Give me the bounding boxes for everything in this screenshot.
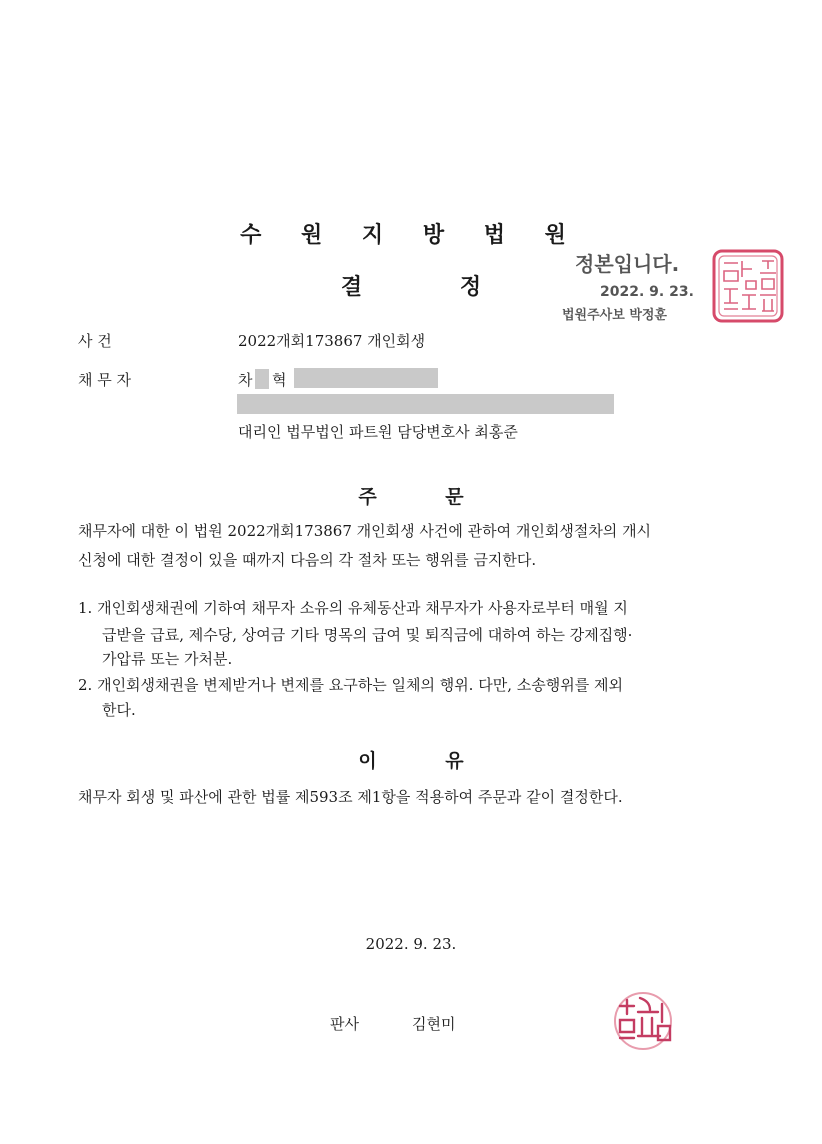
case-label: 사 건 (78, 332, 112, 350)
order-paragraph (78, 517, 748, 575)
document-title: 결 정 (340, 275, 482, 300)
reason-heading: 이 유 (358, 750, 464, 772)
debtor-name-first: 차 (238, 371, 253, 389)
debtor-name-last: 혁 (272, 371, 287, 389)
order-item-1-line: 가압류 또는 가처분. (102, 650, 233, 668)
debtor-label: 채 무 자 (78, 371, 132, 389)
decision-date: 2022. 9. 23. (365, 935, 457, 953)
court-seal-icon (712, 249, 784, 323)
redaction-address-block (237, 394, 614, 414)
judge-label: 판사 (330, 1015, 359, 1033)
order-heading: 주 문 (358, 486, 464, 508)
certification-date: 2022. 9. 23. (600, 284, 694, 300)
certification-clerk: 법원주사보 박정훈 (562, 308, 667, 323)
order-item-2-line: 한다. (102, 701, 136, 719)
reason-text: 채무자 회생 및 파산에 관한 법률 제593조 제1항을 적용하여 주문과 같이 결정한다. (78, 788, 623, 806)
representative: 대리인 법무법인 파트원 담당변호사 최홍준 (238, 423, 518, 441)
redaction-block (294, 368, 438, 388)
order-paragraph-line: 채무자에 대한 이 법원 2022개회173867 개인회생 사건에 관하여 개인회생절차의 개시 (78, 522, 652, 540)
court-name: 수 원 지 방 법 원 (240, 223, 582, 248)
redaction-block (255, 369, 269, 389)
order-item-2-line: 2. 개인회생채권을 변제받거나 변제를 요구하는 일체의 행위. 다만, 소송행위를 제외 (78, 676, 623, 694)
certification-title: 정본입니다. (575, 252, 680, 276)
order-paragraph-line: 신청에 대한 결정이 있을 때까지 다음의 각 절차 또는 행위를 금지한다. (78, 551, 537, 569)
order-item-1-line: 1. 개인회생채권에 기하여 채무자 소유의 유체동산과 채무자가 사용자로부터 매월 지 (78, 599, 628, 617)
judge-seal-icon (612, 990, 674, 1052)
case-number: 2022개회173867 개인회생 (238, 332, 426, 350)
order-item-1-line: 급받을 급료, 제수당, 상여금 기타 명목의 급여 및 퇴직금에 대하여 하는 강제집행· (102, 626, 633, 644)
judge-name: 김현미 (412, 1015, 456, 1033)
